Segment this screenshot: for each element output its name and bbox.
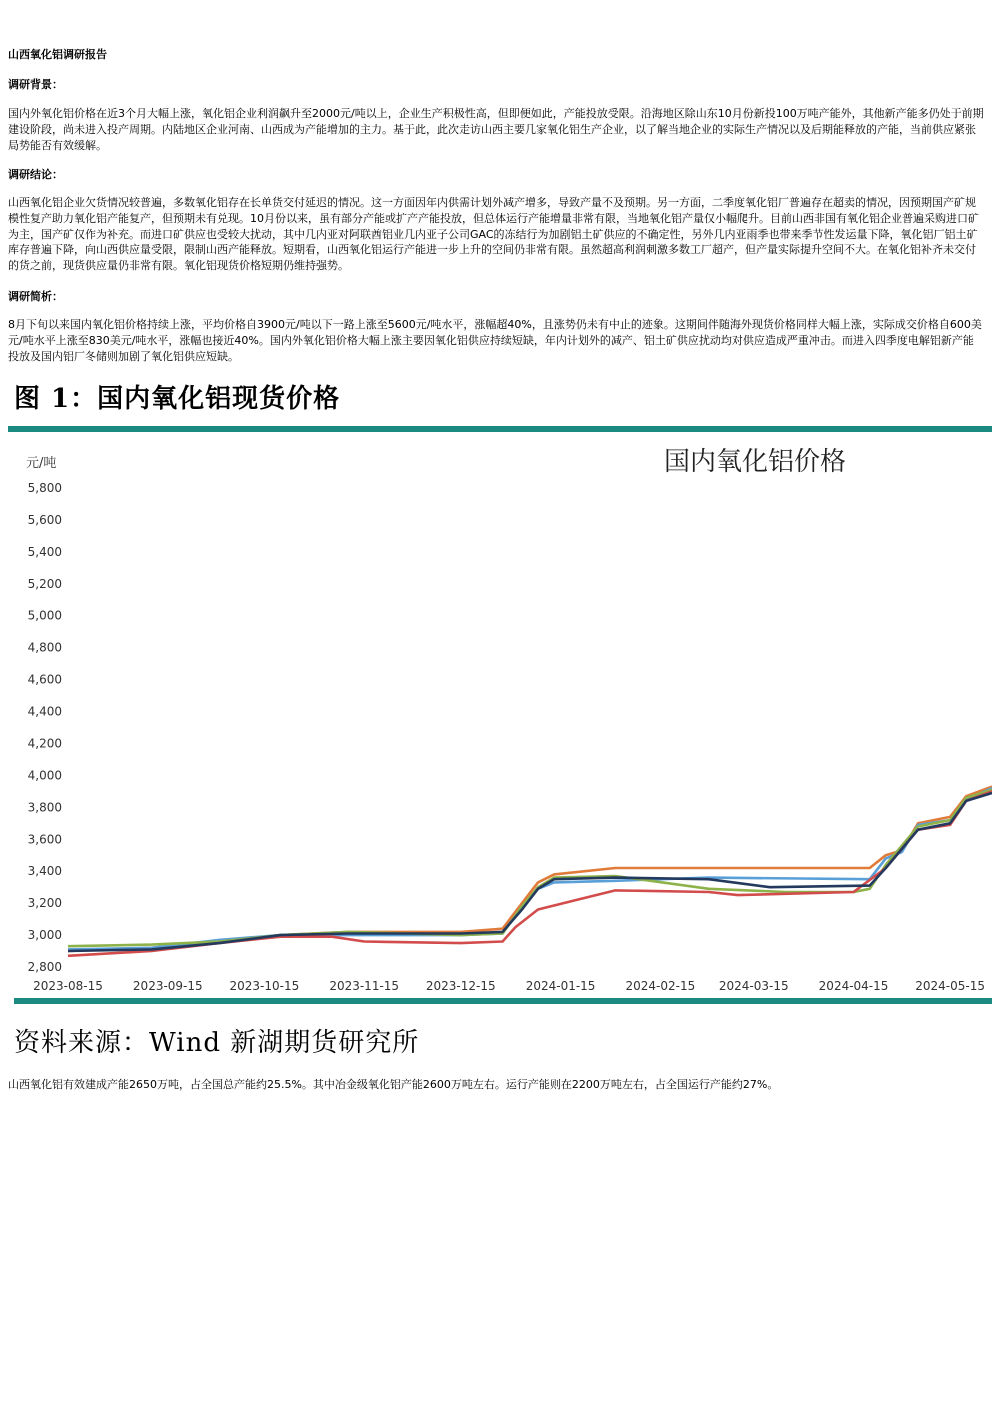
section-body-background: 国内外氧化铝价格在近3个月大幅上涨，氧化铝企业利润飙升至2000元/吨以上，企业生产积极性高，但即便如此，产能投放受限。沿海地区除山东10月份新投100万吨产能外，其他新产能多仍处于前期建设阶段，尚未进入投产周期。内陆地区企业河南、山西成为产能增加的主力。基于此，此次走访山西主要几家氧化铝生产企业，以了解当地企业的实际生产情况以及后期能释放的产能，当前供应紧张局势能否有效缓解。 [8,107,984,152]
x-tick-label: 2024-05-15 [915,979,986,993]
figure-bottom-rule [14,998,992,1004]
section-heading-conclusion: 调研结论： [8,168,63,181]
y-tick-label: 5,200 [27,576,62,591]
price-chart-svg [8,432,992,998]
x-tick-label: 2024-03-15 [718,979,789,993]
y-tick-label: 5,800 [27,481,62,495]
y-tick-label: 5,600 [27,512,62,527]
y-tick-label: 3,600 [27,832,62,847]
y-tick-label: 3,400 [27,864,62,879]
series-lines [68,787,992,956]
series-line-5 [68,793,992,951]
y-tick-label: 3,200 [27,896,62,911]
x-tick-label: 2024-01-15 [525,979,596,993]
report-title: 山西氧化铝调研报告 [8,48,107,61]
price-chart [8,432,992,998]
y-tick-label: 2,800 [27,960,62,974]
x-tick-label: 2023-11-15 [329,979,400,993]
y-tick-label: 4,800 [27,640,62,655]
y-tick-label: 5,400 [27,544,62,559]
x-tick-label: 2024-02-15 [625,979,696,993]
section-heading-background: 调研背景： [8,78,63,91]
x-tick-label: 2023-10-15 [229,979,300,993]
y-tick-label: 3,800 [27,800,62,815]
series-line-4 [68,791,992,955]
series-line-1 [68,787,992,951]
x-tick-label: 2024-04-15 [818,979,889,993]
y-tick-label: 5,000 [27,608,62,623]
closing-paragraph: 山西氧化铝有效建成产能2650万吨，占全国总产能约25.5%。其中冶金级氧化铝产能2600万吨左右。运行产能则在2200万吨左右，占全国运行产能约27%。 [8,1078,779,1091]
y-tick-label: 4,200 [27,736,62,751]
section-heading-analysis: 调研简析： [8,290,63,303]
section-body-conclusion: 山西氧化铝企业欠货情况较普遍，多数氧化铝存在长单货交付延迟的情况。这一方面因年内供需计划外减产增多，导致产量不及预期。另一方面，二季度氧化铝厂普遍存在超卖的情况，因预期国产矿规模性复产助力氧化铝产能复产，但预期未有兑现。10月份以来，虽有部分产能或扩产产能投放，但总体运行产能增量非常有限，当地氧化铝产量仅小幅爬升。目前山西非国有氧化铝企业普遍采购进口矿为主，国产矿仅作为补充。而进口矿供应也受较大扰动，其中几内亚对阿联酋铝业几内亚子公司GAC的冻结行为加剧铝土矿供应的不确定性，另外几内亚雨季也带来季节性发运量下降，氧化铝厂铝土矿库存普遍下降，向山西供应量受限，限制山西产能释放。短期看，山西氧化铝运行产能进一步上升的空间仍非常有限。虽然超高利润刺激多数工厂超产，但产量实际提升空间不大。在氧化铝补齐未交付的货之前，现货供应量仍非常有限。氧化铝现货价格短期仍维持强势。 [8,196,979,273]
y-tick-label: 4,600 [27,672,62,687]
y-tick-label: 4,000 [27,768,62,783]
y-tick-label: 3,000 [27,928,62,943]
section-body-analysis: 8月下旬以来国内氧化铝价格持续上涨，平均价格自3900元/吨以下一路上涨至5600元/吨水平，涨幅超40%，且涨势仍未有中止的迹象。这期间伴随海外现货价格同样大幅上涨，实际成交价格自600美元/吨水平上涨至830美元/吨水平，涨幅也接近40%。国内外氧化铝价格大幅上涨主要因氧化铝供应持续短缺，年内计划外的减产、铝土矿供应扰动均对供应造成严重冲击。而进入四季度电解铝新产能投放及国内铝厂冬储则加剧了氧化铝供应短缺。 [8,318,982,363]
y-axis-unit-label: 元/吨 [26,456,57,471]
x-tick-label: 2023-08-15 [33,979,103,993]
x-tick-label: 2023-09-15 [132,979,203,993]
chart-title: 国内氧化铝价格 [664,447,847,477]
y-axis-ticks [28,481,62,974]
y-tick-label: 4,400 [27,704,62,719]
figure-source: 资料来源：Wind 新湖期货研究所 [14,1028,420,1058]
figure-title: 图 1：国内氧化铝现货价格 [14,384,341,414]
x-axis-ticks [33,979,985,993]
x-tick-label: 2023-12-15 [425,979,496,993]
